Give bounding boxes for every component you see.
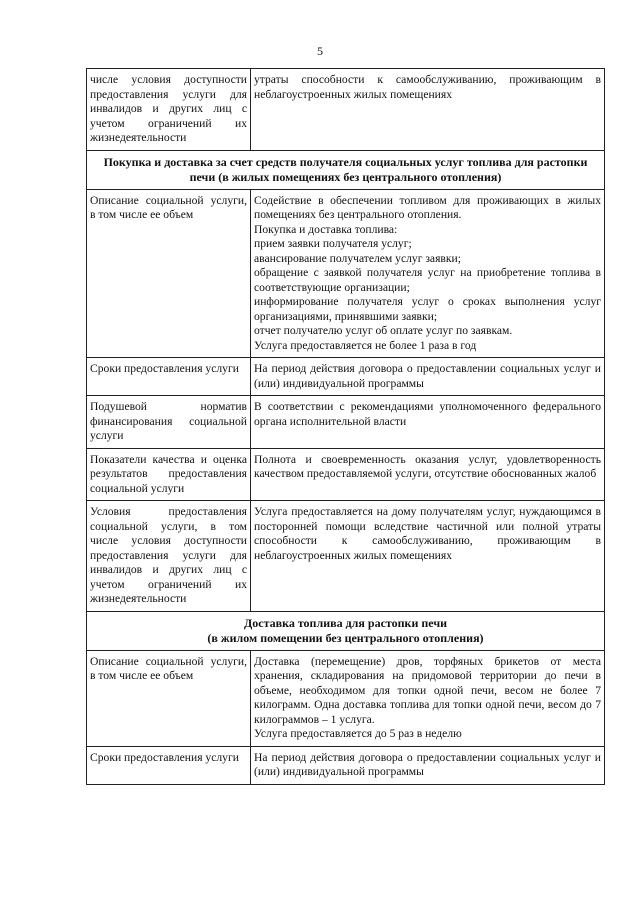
table-row: [87, 396, 605, 449]
row-value: утраты способности к самообслуживанию, проживающим в неблагоустроенных жилых помещениях: [251, 69, 605, 151]
row-label: Условия предоставления социальной услуги, в том числе условия доступности предоставления услуги для инвалидов и других лиц с учетом ограничений их жизнедеятельности: [87, 501, 251, 612]
section-title-line: Доставка топлива для растопки печи: [243, 615, 447, 630]
row-value: [251, 189, 605, 358]
value-line: Доставка (перемещение) дров, торфяных брикетов от места хранения, складирования на придомовой территории до печи в объеме, необходимом для топки одной печи, весом не более 7 килограмм. Одна доставка топлива для топки одной печи, весом до 7 килограммов – 1 услуга.: [254, 654, 601, 726]
row-value: Полнота и своевременность оказания услуг, удовлетворенность качеством предоставляемой услуги, отсутствие обоснованных жалоб: [251, 448, 605, 501]
value-line: авансирование получателем услуг заявки;: [254, 251, 461, 265]
row-label: Описание социальной услуги, в том числе ее объем: [87, 650, 251, 746]
page-number: 5: [317, 44, 323, 58]
row-value: В соответствии с рекомендациями уполномоченного федерального органа исполнительной власти: [251, 396, 605, 449]
table-row: [87, 746, 605, 784]
row-label: Сроки предоставления услуги: [87, 746, 251, 784]
table-row: [87, 448, 605, 501]
value-line: информирование получателя услуг о сроках выполнения услуг организациями, принявшими заявки;: [254, 295, 601, 323]
table-row: [87, 189, 605, 358]
section-title: [87, 611, 605, 650]
services-table: [86, 68, 605, 785]
value-line: отчет получателю услуг об оплате услуг по заявкам.: [254, 324, 513, 337]
value-line: обращение с заявкой получателя услуг на приобретение топлива в соответствующие организации;: [254, 266, 601, 294]
section-header: [87, 611, 605, 650]
row-label: Показатели качества и оценка результатов предоставления социальной услуги: [87, 448, 251, 501]
value-line: Содействие в обеспечении топливом для проживающих в жилых помещениях без центрального отопления.: [254, 193, 601, 221]
row-value: На период действия договора о предоставлении социальных услуг и (или) индивидуальной программы: [251, 746, 605, 784]
row-value: На период действия договора о предоставлении социальных услуг и (или) индивидуальной программы: [251, 358, 605, 396]
value-line: Услуга предоставляется не более 1 раза в год: [254, 338, 477, 352]
table-row: [87, 501, 605, 612]
section-header: [87, 150, 605, 189]
table-row: [87, 358, 605, 396]
row-label: Сроки предоставления услуги: [87, 358, 251, 396]
section-title-line: (в жилом помещении без центрального отопления): [207, 630, 484, 645]
row-label: Описание социальной услуги, в том числе ее объем: [87, 189, 251, 358]
value-line: Услуга предоставляется до 5 раз в неделю: [254, 727, 462, 740]
section-title: Покупка и доставка за счет средств получателя социальных услуг топлива для растопки печи (в жилых помещениях без центрального отопления): [87, 150, 605, 189]
value-line: Покупка и доставка топлива:: [254, 222, 398, 236]
value-line: прием заявки получателя услуг;: [254, 237, 412, 250]
row-value: Услуга предоставляется на дому получателям услуг, нуждающимся в посторонней помощи вследствие частичной или полной утраты способности к самообслуживанию, проживающим в неблагоустроенных жилых помещениях: [251, 501, 605, 612]
row-value: [251, 650, 605, 746]
table-row: [87, 69, 605, 151]
table-row: [87, 650, 605, 746]
row-label: числе условия доступности предоставления услуги для инвалидов и других лиц с учетом ограничений их жизнедеятельности: [87, 69, 251, 151]
row-label: Подушевой норматив финансирования социальной услуги: [87, 396, 251, 449]
